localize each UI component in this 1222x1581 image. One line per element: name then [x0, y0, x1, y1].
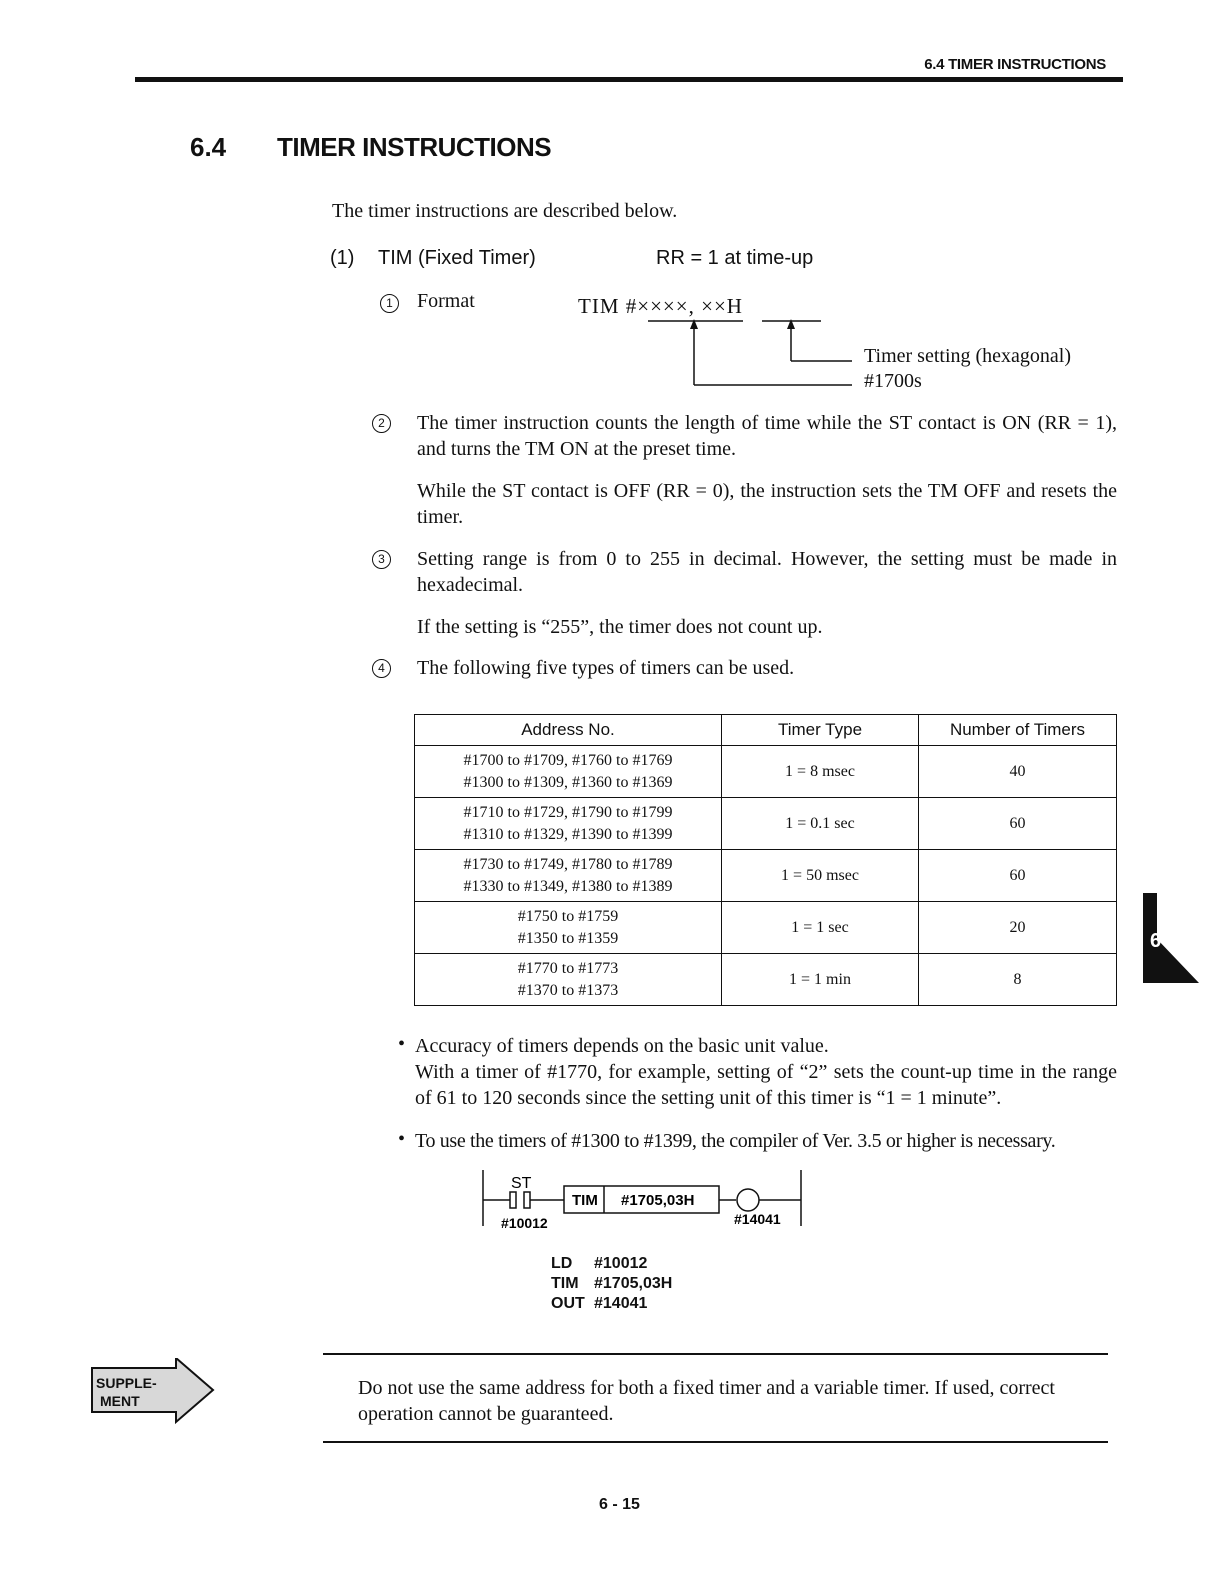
bullet1-text: Accuracy of timers depends on the basic unit value. [415, 1035, 829, 1057]
contact-label: ST [511, 1175, 532, 1192]
address-label: #1700s [864, 370, 922, 392]
format-label: Format [417, 290, 475, 312]
ladder-diagram [480, 1166, 820, 1258]
address-cell [415, 902, 722, 954]
count-cell: 20 [919, 902, 1117, 954]
table-header-row [415, 715, 1117, 746]
input-address: #10012 [501, 1215, 548, 1231]
timer-setting-label: Timer setting (hexagonal) [864, 345, 1072, 367]
timer-type-cell: 1 = 8 msec [722, 746, 919, 798]
supplement-icon [88, 1358, 218, 1428]
svg-text:SUPPLE-: SUPPLE- [96, 1375, 157, 1391]
para4-text: The following five types of timers can be used. [417, 657, 795, 679]
running-header: 6.4 TIMER INSTRUCTIONS [924, 56, 1106, 73]
circled-number-3: 3 [372, 550, 391, 569]
mnemonic-op: LD [551, 1255, 573, 1272]
format-code: TIM #××××, ××H [578, 294, 743, 318]
supplement-text: Do not use the same address for both a fixed timer and a variable timer. If used, correct operation cannot be guaranteed. [358, 1377, 1055, 1425]
address-cell [415, 798, 722, 850]
count-cell: 60 [919, 798, 1117, 850]
timer-type-cell: 1 = 50 msec [722, 850, 919, 902]
circled-number-2: 2 [372, 414, 391, 433]
timer-type-cell: 1 = 1 min [722, 954, 919, 1006]
timer-type-cell: 1 = 0.1 sec [722, 798, 919, 850]
para3-text1: Setting range is from 0 to 255 in decimal. However, the setting must be made in hexadecimal. [417, 548, 1117, 596]
para3-text2: If the setting is “255”, the timer does not count up. [417, 616, 823, 638]
count-cell: 40 [919, 746, 1117, 798]
column-header-address: Address No. [415, 715, 722, 746]
mnemonic-arg: #1705,03H [594, 1275, 673, 1292]
chapter-tab-number: 6 [1150, 930, 1162, 952]
mnemonic-op: OUT [551, 1295, 585, 1312]
item-title: TIM (Fixed Timer) [378, 247, 536, 269]
item-number: (1) [330, 247, 355, 269]
address-line: #1370 to #1373 [517, 981, 619, 999]
address-cell [415, 954, 722, 1006]
format-callout-lines [640, 316, 870, 388]
supplement-rule-top [323, 1353, 1108, 1355]
column-header-timer-type: Timer Type [722, 715, 919, 746]
intro-text: The timer instructions are described below. [332, 200, 678, 222]
address-cell [415, 850, 722, 902]
section-title: TIMER INSTRUCTIONS [277, 132, 552, 162]
timer-type-cell: 1 = 1 sec [722, 902, 919, 954]
address-line: #1310 to #1329, #1390 to #1399 [463, 825, 673, 843]
address-line: #1300 to #1309, #1360 to #1369 [463, 773, 673, 791]
table-row [415, 798, 1117, 850]
mnemonic-op: TIM [551, 1275, 579, 1292]
output-address: #14041 [734, 1211, 781, 1227]
address-line: #1770 to #1773 [517, 959, 619, 977]
count-cell: 8 [919, 954, 1117, 1006]
para2-text2: While the ST contact is OFF (RR = 0), the instruction sets the TM OFF and resets the timer. [417, 480, 1117, 528]
table-row [415, 850, 1117, 902]
timer-box-operand: #1705,03H [621, 1192, 695, 1209]
supplement-rule-bottom [323, 1441, 1108, 1443]
address-cell [415, 746, 722, 798]
address-line: #1710 to #1729, #1790 to #1799 [463, 803, 673, 821]
address-line: #1750 to #1759 [517, 907, 619, 925]
timer-table [414, 714, 1117, 1006]
page-number: 6 - 15 [599, 1496, 640, 1513]
chapter-tab [1143, 893, 1199, 985]
header-rule [135, 77, 1123, 82]
mnemonic-arg: #10012 [594, 1255, 648, 1272]
table-row [415, 902, 1117, 954]
bullet-dot: • [398, 1128, 406, 1150]
item-note: RR = 1 at time-up [656, 247, 814, 269]
column-header-number: Number of Timers [919, 715, 1117, 746]
bullet1-continuation: With a timer of #1770, for example, setting of “2” sets the count-up time in the range of 61 to 120 seconds since the setting unit of this timer is “1 = 1 minute”. [415, 1061, 1117, 1109]
address-line: #1350 to #1359 [517, 929, 619, 947]
mnemonic-arg: #14041 [594, 1295, 648, 1312]
section-number: 6.4 [190, 132, 227, 162]
count-cell: 60 [919, 850, 1117, 902]
timer-box-label: TIM [572, 1192, 598, 1209]
svg-text:MENT: MENT [100, 1393, 140, 1409]
bullet-dot: • [398, 1033, 406, 1055]
para2-text1: The timer instruction counts the length of time while the ST contact is ON (RR = 1), and turns the TM ON at the preset time. [417, 412, 1117, 460]
address-line: #1730 to #1749, #1780 to #1789 [463, 855, 673, 873]
circled-number-4: 4 [372, 659, 391, 678]
table-row [415, 954, 1117, 1006]
circled-number-1: 1 [380, 294, 399, 313]
address-line: #1700 to #1709, #1760 to #1769 [463, 751, 673, 769]
bullet2-text: To use the timers of #1300 to #1399, the compiler of Ver. 3.5 or higher is necessary. [415, 1130, 1056, 1152]
address-line: #1330 to #1349, #1380 to #1389 [463, 877, 673, 895]
table-row [415, 746, 1117, 798]
